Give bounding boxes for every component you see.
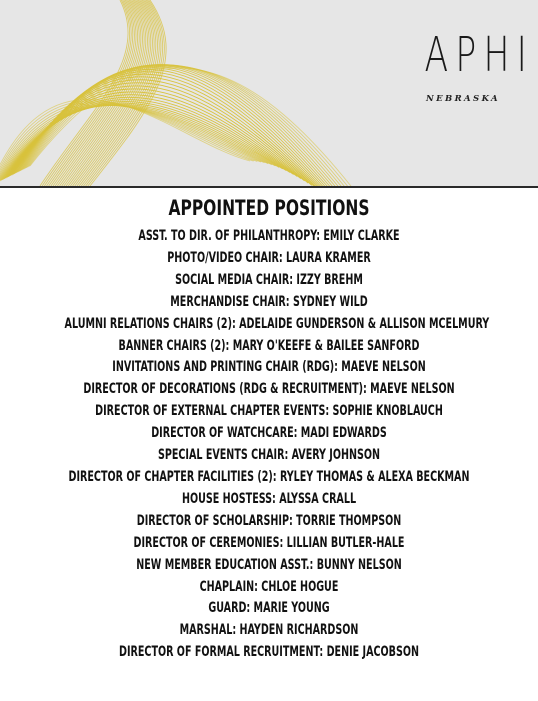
- positions-section: [0, 192, 538, 664]
- position-item: DIRECTOR OF CHAPTER FACILITIES (2): RYLEY THOMAS & ALEXA BECKMAN: [68, 468, 470, 485]
- position-item: NEW MEMBER EDUCATION ASST.: BUNNY NELSON: [136, 556, 402, 573]
- position-item: ASST. TO DIR. OF PHILANTHROPY: EMILY CLARKE: [138, 228, 400, 244]
- position-item: DIRECTOR OF DECORATIONS (RDG & RECRUITMENT): MAEVE NELSON: [83, 381, 455, 398]
- position-item: SPECIAL EVENTS CHAIR: AVERY JOHNSON: [157, 447, 381, 464]
- position-item: MARSHAL: HAYDEN RICHARDSON: [179, 622, 359, 639]
- positions-list: [0, 226, 538, 664]
- header-banner: [0, 0, 538, 186]
- position-item: DIRECTOR OF EXTERNAL CHAPTER EVENTS: SOPHIE KNOBLAUCH: [95, 403, 443, 420]
- header-divider: [0, 186, 538, 188]
- position-item: DIRECTOR OF WATCHCARE: MADI EDWARDS: [151, 425, 387, 442]
- position-item: DIRECTOR OF CEREMONIES: LILLIAN BUTLER-HALE: [133, 534, 405, 551]
- position-item: CHAPLAIN: CHLOE HOGUE: [199, 578, 339, 595]
- logo-text: APHI: [424, 27, 535, 83]
- logo-subtitle: NEBRASKA: [425, 94, 501, 104]
- chapter-logo: [400, 27, 535, 104]
- page-title: APPOINTED POSITIONS: [168, 196, 370, 220]
- position-item: ALUMNI RELATIONS CHAIRS (2): ADELAIDE GUNDERSON & ALLISON MCELMURY: [64, 315, 490, 332]
- position-item: INVITATIONS AND PRINTING CHAIR (RDG): MAEVE NELSON: [112, 359, 426, 376]
- position-item: HOUSE HOSTESS: ALYSSA CRALL: [181, 490, 357, 507]
- position-item: SOCIAL MEDIA CHAIR: IZZY BREHM: [175, 271, 363, 288]
- position-item: PHOTO/VIDEO CHAIR: LAURA KRAMER: [167, 249, 371, 266]
- gold-wave-artwork: [0, 0, 400, 186]
- position-item: DIRECTOR OF FORMAL RECRUITMENT: DENIE JACOBSON: [118, 644, 419, 661]
- position-item: MERCHANDISE CHAIR: SYDNEY WILD: [170, 293, 368, 310]
- position-item: BANNER CHAIRS (2): MARY O'KEEFE & BAILEE SANFORD: [118, 337, 420, 354]
- position-item: GUARD: MARIE YOUNG: [208, 600, 330, 617]
- position-item: DIRECTOR OF SCHOLARSHIP: TORRIE THOMPSON: [136, 512, 402, 529]
